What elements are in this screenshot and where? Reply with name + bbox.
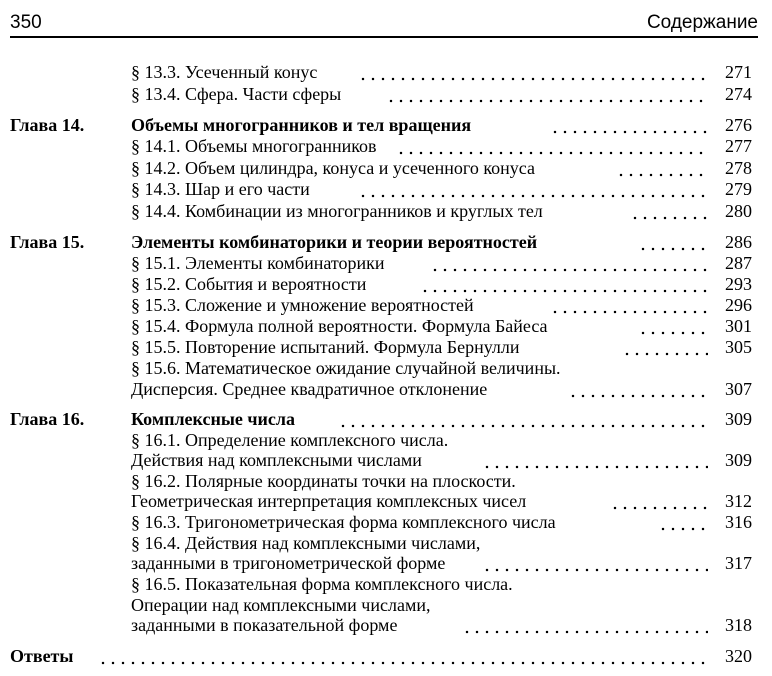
chapter-title: Объемы многогранников и тел вращения — [131, 115, 472, 135]
toc-entry-title: заданными в тригонометрической форме — [131, 553, 446, 573]
toc-page-number: 277 — [725, 136, 752, 156]
toc-entry[interactable] — [0, 61, 772, 83]
chapter-title: Комплексные числа — [131, 409, 295, 429]
toc-page-number: 280 — [725, 201, 752, 221]
toc-entry[interactable] — [0, 157, 772, 179]
dot-leader — [356, 178, 708, 200]
dot-leader — [620, 336, 708, 358]
toc-entry[interactable] — [0, 294, 772, 316]
toc-entry[interactable] — [0, 83, 772, 105]
toc-entry[interactable] — [0, 378, 772, 400]
dot-leader — [96, 645, 708, 667]
toc-page-number: 293 — [725, 274, 752, 294]
toc-entry-title: § 15.4. Формула полной вероятности. Формула Байеса — [131, 316, 548, 336]
toc-entry-title: § 14.4. Комбинации из многогранников и круглых тел — [131, 201, 543, 221]
toc-entry[interactable] — [0, 490, 772, 512]
toc-entry[interactable] — [0, 336, 772, 358]
toc-entry[interactable] — [0, 449, 772, 471]
toc-page-number: 279 — [725, 179, 752, 199]
toc-entry[interactable] — [0, 135, 772, 157]
dot-leader — [566, 378, 708, 400]
toc-entry-title: § 16.1. Определение комплексного числа. — [131, 430, 449, 450]
page-number: 350 — [10, 12, 42, 33]
toc-entry-title: заданными в показательной форме — [131, 615, 398, 635]
dot-leader — [356, 61, 708, 83]
toc-entry[interactable] — [0, 429, 772, 451]
dot-leader — [394, 135, 708, 157]
toc-entry-title: § 15.3. Сложение и умножение вероятностей — [131, 295, 474, 315]
chapter-title: Элементы комбинаторики и теории вероятностей — [131, 232, 538, 252]
toc-page-number: 318 — [725, 615, 752, 635]
toc-page-number: 287 — [725, 253, 752, 273]
dot-leader — [384, 83, 708, 105]
toc-entry-title: § 16.2. Полярные координаты точки на плоскости. — [131, 471, 516, 491]
dot-leader — [480, 552, 708, 574]
toc-page-number: 271 — [725, 62, 752, 82]
toc-entry-title: Геометрическая интерпретация комплексных чисел — [131, 491, 527, 511]
toc-page-number: 307 — [725, 379, 752, 399]
toc-page-number: 317 — [725, 553, 752, 573]
toc-entry[interactable] — [0, 532, 772, 554]
toc-entry-title: § 14.3. Шар и его части — [131, 179, 310, 199]
toc-page-number: 309 — [725, 450, 752, 470]
toc-page-number: 276 — [725, 115, 752, 135]
dot-leader — [418, 273, 708, 295]
running-header — [10, 10, 758, 38]
toc-page-number: 296 — [725, 295, 752, 315]
toc-entry-title: § 16.5. Показательная форма комплексного числа. — [131, 574, 513, 594]
toc-page-number: 309 — [725, 409, 752, 429]
toc-entry[interactable] — [0, 357, 772, 379]
toc-entry-title: § 13.4. Сфера. Части сферы — [131, 84, 342, 104]
toc-entry-title: Действия над комплексными числами — [131, 450, 422, 470]
toc-page-number: 316 — [725, 512, 752, 532]
toc-entry[interactable] — [0, 200, 772, 222]
toc-page-number: 320 — [725, 646, 752, 666]
dot-leader — [628, 200, 708, 222]
dot-leader — [636, 315, 708, 337]
toc-page-number: 278 — [725, 158, 752, 178]
toc-entry[interactable] — [0, 614, 772, 636]
toc-page-number: 305 — [725, 337, 752, 357]
dot-leader — [608, 490, 708, 512]
toc-entry-title: § 15.6. Математическое ожидание случайной величины. — [131, 358, 561, 378]
toc-entry-title: § 15.2. События и вероятности — [131, 274, 367, 294]
dot-leader — [480, 449, 708, 471]
toc-entry-title: § 14.1. Объемы многогранников — [131, 136, 377, 156]
chapter-label: Глава 15. — [10, 232, 85, 252]
dot-leader — [428, 252, 708, 274]
dot-leader — [460, 614, 708, 636]
toc-entry-title: § 13.3. Усеченный конус — [131, 62, 318, 82]
toc-page-number: 274 — [725, 84, 752, 104]
toc-entry[interactable] — [0, 470, 772, 492]
toc-entry[interactable] — [0, 573, 772, 595]
toc-chapter-entry[interactable] — [0, 645, 772, 667]
toc-entry[interactable] — [0, 594, 772, 616]
toc-entry-title: Дисперсия. Среднее квадратичное отклонение — [131, 379, 488, 399]
toc-page-number: 286 — [725, 232, 752, 252]
section-title: Содержание — [646, 12, 758, 33]
dot-leader — [336, 408, 708, 430]
toc-entry-title: § 15.1. Элементы комбинаторики — [131, 253, 385, 273]
toc-entry[interactable] — [0, 552, 772, 574]
toc-page-number: 312 — [725, 491, 752, 511]
chapter-label: Глава 16. — [10, 409, 85, 429]
toc-entry[interactable] — [0, 252, 772, 274]
toc-chapter-entry[interactable] — [0, 408, 772, 430]
toc-entry[interactable] — [0, 511, 772, 533]
toc-entry[interactable] — [0, 273, 772, 295]
toc-entry-title: § 14.2. Объем цилиндра, конуса и усеченного конуса — [131, 158, 536, 178]
dot-leader — [548, 294, 708, 316]
toc-page-number: 301 — [725, 316, 752, 336]
toc-entry-title: § 16.3. Тригонометрическая форма комплексного числа — [131, 512, 556, 532]
toc-entry-title: § 16.4. Действия над комплексными числами, — [131, 533, 481, 553]
dot-leader — [548, 114, 708, 136]
toc-chapter-entry[interactable] — [0, 231, 772, 253]
dot-leader — [656, 511, 708, 533]
toc-entry[interactable] — [0, 178, 772, 200]
toc-entry-title: § 15.5. Повторение испытаний. Формула Бернулли — [131, 337, 520, 357]
toc-chapter-entry[interactable] — [0, 114, 772, 136]
dot-leader — [614, 157, 708, 179]
dot-leader — [636, 231, 708, 253]
chapter-title: Ответы — [10, 646, 74, 666]
chapter-label: Глава 14. — [10, 115, 85, 135]
toc-entry-title: Операции над комплексными числами, — [131, 595, 431, 615]
toc-entry[interactable] — [0, 315, 772, 337]
